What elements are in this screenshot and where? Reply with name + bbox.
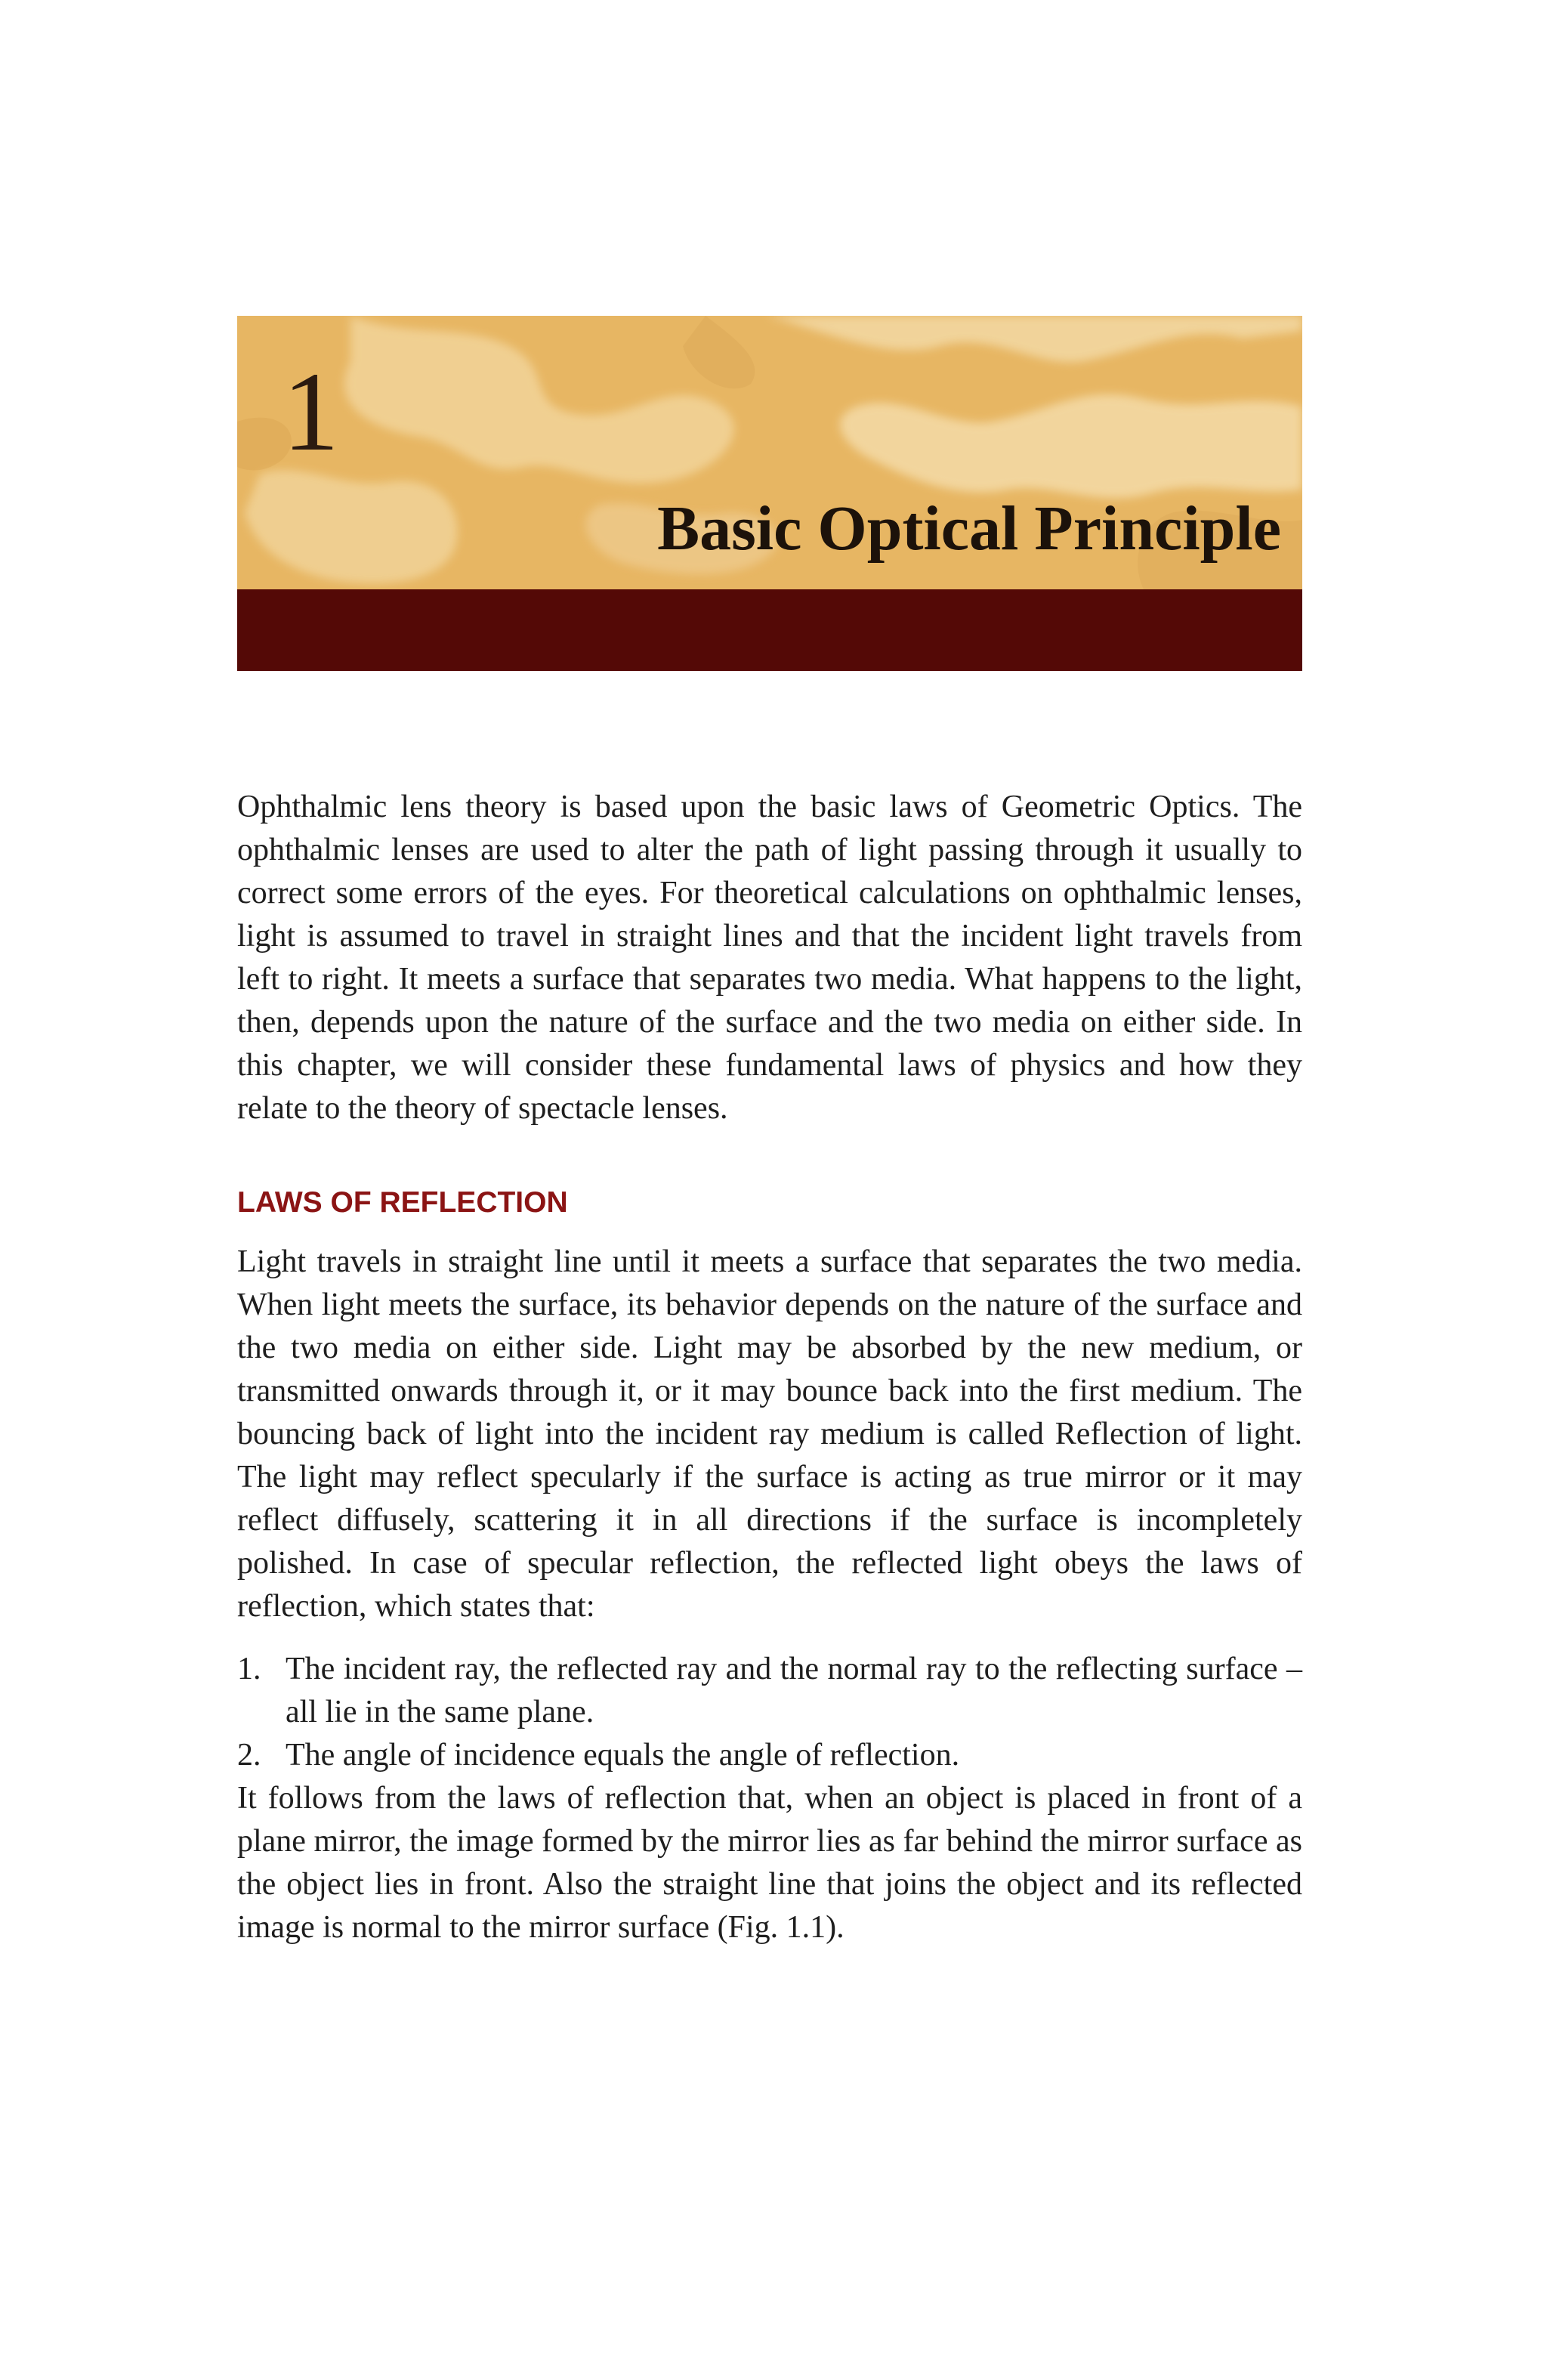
section-heading: LAWS OF REFLECTION: [237, 1186, 568, 1219]
section-paragraph: Light travels in straight line until it meets a surface that separates the two media. When light meets the surface, its behavior depends on the nature of the surface and the two media on either side. Light may be absorbed by the new medium, or transmitted onwards through it, or it may bounce back into the first medium. The bouncing back of light into the incident ray medium is called Reflection of light. The light may reflect specularly if the surface is acting as true mirror or it may reflect diffusely, scattering it in all directions if the surface is incompletely polished. In case of specular reflection, the reflected light obeys the laws of reflection, which states that:: [237, 1244, 1302, 1624]
list-item-number: 1.: [237, 1652, 261, 1686]
chapter-number: 1: [283, 349, 339, 474]
list-item-text: The incident ray, the reflected ray and the normal ray to the reflecting surface – all lie in the same plane.: [286, 1652, 1302, 1729]
banner-texture: [237, 316, 1302, 589]
chapter-banner: [237, 316, 1302, 671]
list-item: [237, 1648, 1302, 1734]
laws-list: [237, 1648, 1302, 1777]
list-item-text: The angle of incidence equals the angle of reflection.: [286, 1738, 960, 1773]
list-item-number: 2.: [237, 1738, 261, 1773]
banner-band: [237, 589, 1302, 671]
list-item: [237, 1734, 1302, 1777]
page-content: [237, 786, 1302, 1949]
chapter-title: Basic Optical Principle: [657, 493, 1281, 564]
intro-paragraph: Ophthalmic lens theory is based upon the basic laws of Geometric Optics. The ophthalmic lenses are used to alter the path of light passing through it usually to correct some errors of the eyes. For theoretical calculations on ophthalmic lenses, light is assumed to travel in straight lines and that the incident light travels from left to right. It meets a surface that separates two media. What happens to the light, then, depends upon the nature of the surface and the two media on either side. In this chapter, we will consider these fundamental laws of physics and how they relate to the theory of spectacle lenses.: [237, 790, 1302, 1126]
closing-paragraph: It follows from the laws of reflection that, when an object is placed in front of a plane mirror, the image formed by the mirror lies as far behind the mirror surface as the object lies in front. Also the straight line that joins the object and its reflected image is normal to the mirror surface (Fig. 1.1).: [237, 1781, 1302, 1945]
